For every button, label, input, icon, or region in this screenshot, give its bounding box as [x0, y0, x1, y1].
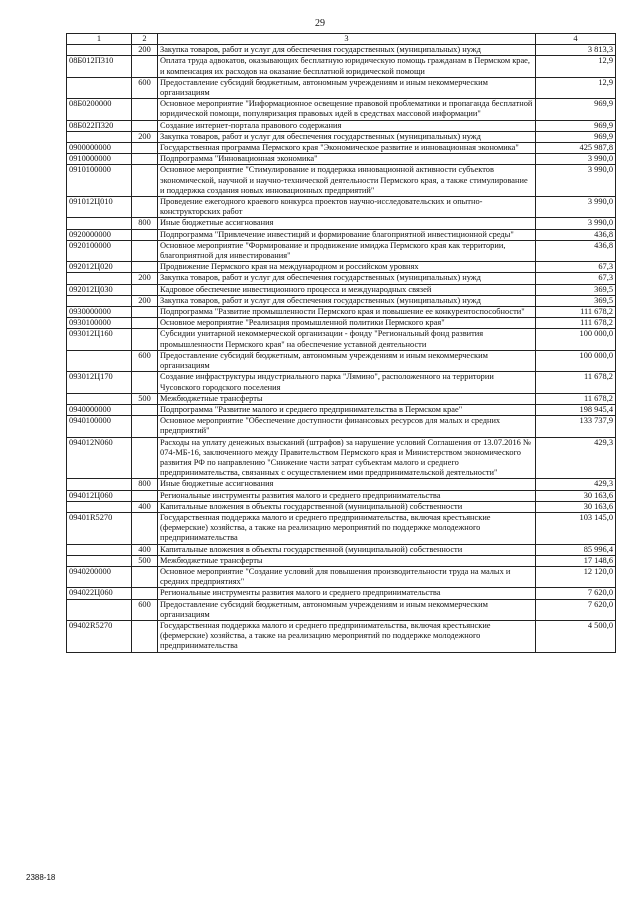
code-cell: 0940100000: [67, 416, 132, 437]
amount-cell: 100 000,0: [536, 350, 616, 371]
item-name-cell: Основное мероприятие "Создание условий для повышения производительности труда на малых и средних предприятиях": [158, 566, 536, 587]
expense-type-cell: 800: [132, 479, 158, 490]
code-cell: [67, 131, 132, 142]
expense-type-cell: [132, 318, 158, 329]
expense-type-cell: [132, 329, 158, 350]
code-cell: 0920100000: [67, 240, 132, 261]
code-cell: 0940200000: [67, 566, 132, 587]
expense-type-cell: [132, 120, 158, 131]
expense-type-cell: 600: [132, 599, 158, 620]
table-row: [67, 131, 616, 142]
amount-cell: 100 000,0: [536, 329, 616, 350]
amount-cell: 103 145,0: [536, 512, 616, 544]
item-name-cell: Подпрограмма "Развитие малого и среднего предпринимательства в Пермском крае": [158, 404, 536, 415]
code-cell: 08Б0200000: [67, 99, 132, 120]
column-header-2: 2: [132, 34, 158, 45]
code-cell: 093012Ц170: [67, 372, 132, 393]
code-cell: 094012N060: [67, 437, 132, 479]
table-row: [67, 479, 616, 490]
table-row: [67, 262, 616, 273]
amount-cell: 3 990,0: [536, 165, 616, 197]
table-row: [67, 350, 616, 371]
expense-type-cell: [132, 588, 158, 599]
expense-type-cell: [132, 620, 158, 652]
code-cell: [67, 555, 132, 566]
table-row: [67, 143, 616, 154]
item-name-cell: Закупка товаров, работ и услуг для обеспечения государственных (муниципальных) нужд: [158, 45, 536, 56]
item-name-cell: Предоставление субсидий бюджетным, автономным учреждениям и иным некоммерческим организациям: [158, 599, 536, 620]
table-row: [67, 588, 616, 599]
code-cell: [67, 45, 132, 56]
amount-cell: 969,9: [536, 120, 616, 131]
item-name-cell: Основное мероприятие "Формирование и продвижение имиджа Пермского края как территории, благоприятной для инвестирования": [158, 240, 536, 261]
code-cell: 0930100000: [67, 318, 132, 329]
code-cell: [67, 273, 132, 284]
table-row: [67, 295, 616, 306]
table-row: [67, 120, 616, 131]
expense-type-cell: 200: [132, 273, 158, 284]
amount-cell: 436,8: [536, 229, 616, 240]
amount-cell: 969,9: [536, 131, 616, 142]
table-body: [67, 45, 616, 652]
table-row: [67, 416, 616, 437]
expense-type-cell: 400: [132, 544, 158, 555]
amount-cell: 30 163,6: [536, 490, 616, 501]
amount-cell: 111 678,2: [536, 307, 616, 318]
amount-cell: 369,5: [536, 284, 616, 295]
amount-cell: 3 990,0: [536, 218, 616, 229]
table-row: [67, 56, 616, 77]
amount-cell: 30 163,6: [536, 501, 616, 512]
code-cell: 08Б012П310: [67, 56, 132, 77]
item-name-cell: Подпрограмма "Привлечение инвестиций и формирование благоприятной инвестиционной среды": [158, 229, 536, 240]
amount-cell: 67,3: [536, 273, 616, 284]
code-cell: 091012Ц010: [67, 197, 132, 218]
expense-type-cell: [132, 490, 158, 501]
expense-type-cell: 800: [132, 218, 158, 229]
amount-cell: 12,9: [536, 77, 616, 98]
table-row: [67, 99, 616, 120]
amount-cell: 3 813,3: [536, 45, 616, 56]
code-cell: [67, 218, 132, 229]
table-row: [67, 329, 616, 350]
item-name-cell: Создание инфраструктуры индустриального парка "Лямино", расположенного на территории Чусовского городского поселения: [158, 372, 536, 393]
table-row: [67, 229, 616, 240]
item-name-cell: Иные бюджетные ассигнования: [158, 479, 536, 490]
code-cell: 092012Ц020: [67, 262, 132, 273]
expense-type-cell: 400: [132, 501, 158, 512]
amount-cell: 3 990,0: [536, 197, 616, 218]
table-row: [67, 490, 616, 501]
item-name-cell: Подпрограмма "Инновационная экономика": [158, 154, 536, 165]
code-cell: 0920000000: [67, 229, 132, 240]
item-name-cell: Закупка товаров, работ и услуг для обеспечения государственных (муниципальных) нужд: [158, 295, 536, 306]
item-name-cell: Проведение ежегодного краевого конкурса проектов научно-исследовательских и опытно-конструкторских работ: [158, 197, 536, 218]
item-name-cell: Основное мероприятие "Информационное освещение правовой проблематики и пропаганда бесплатной юридической помощи, популяризация правовых идей в средствах массовой информации": [158, 99, 536, 120]
item-name-cell: Капитальные вложения в объекты государственной (муниципальной) собственности: [158, 544, 536, 555]
table-row: [67, 501, 616, 512]
amount-cell: 369,5: [536, 295, 616, 306]
item-name-cell: Субсидии унитарной некоммерческой организации - фонду "Региональный фонд развития промышленности Пермского края" на обеспечение уставной деятельности: [158, 329, 536, 350]
amount-cell: 429,3: [536, 437, 616, 479]
item-name-cell: Продвижение Пермского края на международном и российском уровнях: [158, 262, 536, 273]
expense-type-cell: 600: [132, 77, 158, 98]
code-cell: 094022Ц060: [67, 588, 132, 599]
code-cell: 092012Ц030: [67, 284, 132, 295]
table-row: [67, 544, 616, 555]
expense-type-cell: 500: [132, 393, 158, 404]
amount-cell: 7 620,0: [536, 599, 616, 620]
item-name-cell: Создание интернет-портала правового содержания: [158, 120, 536, 131]
code-cell: [67, 501, 132, 512]
expense-type-cell: [132, 404, 158, 415]
document-reference: 2388-18: [26, 873, 56, 882]
table-row: [67, 240, 616, 261]
item-name-cell: Расходы на уплату денежных взысканий (штрафов) за нарушение условий Соглашения от 13.07.2016 № 074-МБ-16, заключенного между Правительством Пермского края и Министерством экономического развития РФ по направлению "Снижение части затрат субъектам малого и среднего предпринимательства, связанных с осуществлением ими предпринимательской деятельности": [158, 437, 536, 479]
table-row: [67, 555, 616, 566]
table-row: [67, 393, 616, 404]
item-name-cell: Иные бюджетные ассигнования: [158, 218, 536, 229]
code-cell: [67, 479, 132, 490]
table-header: [67, 34, 616, 45]
item-name-cell: Закупка товаров, работ и услуг для обеспечения государственных (муниципальных) нужд: [158, 273, 536, 284]
item-name-cell: Основное мероприятие "Стимулирование и поддержка инновационной активности субъектов экономической, научной и научно-технической деятельности Пермского края, а также стимулирование и поддержка создания новых инновационных предприятий": [158, 165, 536, 197]
amount-cell: 3 990,0: [536, 154, 616, 165]
amount-cell: 7 620,0: [536, 588, 616, 599]
expense-type-cell: [132, 197, 158, 218]
amount-cell: 67,3: [536, 262, 616, 273]
amount-cell: 133 737,9: [536, 416, 616, 437]
code-cell: 08Б022П320: [67, 120, 132, 131]
item-name-cell: Государственная поддержка малого и среднего предпринимательства, включая крестьянские (фермерские) хозяйства, а также на реализацию мероприятий по поддержке молодежного предпринимательства: [158, 512, 536, 544]
expense-type-cell: 200: [132, 295, 158, 306]
expense-type-cell: [132, 154, 158, 165]
code-cell: [67, 544, 132, 555]
table-row: [67, 372, 616, 393]
item-name-cell: Региональные инструменты развития малого и среднего предпринимательства: [158, 588, 536, 599]
code-cell: 09402R5270: [67, 620, 132, 652]
table-row: [67, 437, 616, 479]
item-name-cell: Кадровое обеспечение инвестиционного процесса и международных связей: [158, 284, 536, 295]
item-name-cell: Подпрограмма "Развитие промышленности Пермского края и повышение ее конкурентоспособности": [158, 307, 536, 318]
table-row: [67, 273, 616, 284]
amount-cell: 85 996,4: [536, 544, 616, 555]
amount-cell: 12,9: [536, 56, 616, 77]
table-row: [67, 512, 616, 544]
expense-type-cell: [132, 240, 158, 261]
table-row: [67, 77, 616, 98]
code-cell: 0900000000: [67, 143, 132, 154]
expense-type-cell: [132, 372, 158, 393]
code-cell: [67, 295, 132, 306]
amount-cell: 111 678,2: [536, 318, 616, 329]
expense-type-cell: [132, 437, 158, 479]
item-name-cell: Предоставление субсидий бюджетным, автономным учреждениям и иным некоммерческим организациям: [158, 77, 536, 98]
column-header-3: 3: [158, 34, 536, 45]
column-header-4: 4: [536, 34, 616, 45]
code-cell: 093012Ц160: [67, 329, 132, 350]
table-row: [67, 599, 616, 620]
table-row: [67, 218, 616, 229]
table-row: [67, 284, 616, 295]
amount-cell: 198 945,4: [536, 404, 616, 415]
table-row: [67, 307, 616, 318]
amount-cell: 4 500,0: [536, 620, 616, 652]
expense-type-cell: 200: [132, 131, 158, 142]
table-row: [67, 620, 616, 652]
table-row: [67, 165, 616, 197]
item-name-cell: Государственная поддержка малого и среднего предпринимательства, включая крестьянские (фермерские) хозяйства, а также на реализацию мероприятий по поддержке молодежного предпринимательства: [158, 620, 536, 652]
amount-cell: 11 678,2: [536, 372, 616, 393]
code-cell: 0910000000: [67, 154, 132, 165]
expense-type-cell: 600: [132, 350, 158, 371]
item-name-cell: Государственная программа Пермского края "Экономическое развитие и инновационная экономика": [158, 143, 536, 154]
item-name-cell: Предоставление субсидий бюджетным, автономным учреждениям и иным некоммерческим организациям: [158, 350, 536, 371]
column-header-1: 1: [67, 34, 132, 45]
code-cell: [67, 350, 132, 371]
item-name-cell: Межбюджетные трансферты: [158, 393, 536, 404]
expense-type-cell: [132, 416, 158, 437]
amount-cell: 11 678,2: [536, 393, 616, 404]
item-name-cell: Основное мероприятие "Реализация промышленной политики Пермского края": [158, 318, 536, 329]
table-row: [67, 197, 616, 218]
code-cell: [67, 393, 132, 404]
expense-type-cell: [132, 56, 158, 77]
expense-type-cell: [132, 229, 158, 240]
expense-type-cell: [132, 566, 158, 587]
code-cell: 0940000000: [67, 404, 132, 415]
table-row: [67, 154, 616, 165]
expense-type-cell: [132, 262, 158, 273]
amount-cell: 425 987,8: [536, 143, 616, 154]
item-name-cell: Капитальные вложения в объекты государственной (муниципальной) собственности: [158, 501, 536, 512]
expense-type-cell: [132, 284, 158, 295]
expense-type-cell: [132, 307, 158, 318]
expense-type-cell: [132, 99, 158, 120]
item-name-cell: Региональные инструменты развития малого и среднего предпринимательства: [158, 490, 536, 501]
expense-type-cell: [132, 512, 158, 544]
code-cell: 0910100000: [67, 165, 132, 197]
amount-cell: 12 120,0: [536, 566, 616, 587]
code-cell: 0930000000: [67, 307, 132, 318]
budget-table: [66, 33, 616, 653]
item-name-cell: Основное мероприятие "Обеспечение доступности финансовых ресурсов для малых и средних предприятий": [158, 416, 536, 437]
table-row: [67, 318, 616, 329]
code-cell: 094012Ц060: [67, 490, 132, 501]
item-name-cell: Закупка товаров, работ и услуг для обеспечения государственных (муниципальных) нужд: [158, 131, 536, 142]
page-number: 29: [315, 18, 325, 29]
amount-cell: 17 148,6: [536, 555, 616, 566]
table-row: [67, 566, 616, 587]
item-name-cell: Межбюджетные трансферты: [158, 555, 536, 566]
amount-cell: 429,3: [536, 479, 616, 490]
expense-type-cell: [132, 143, 158, 154]
code-cell: [67, 599, 132, 620]
expense-type-cell: 500: [132, 555, 158, 566]
expense-type-cell: 200: [132, 45, 158, 56]
table-row: [67, 404, 616, 415]
code-cell: 09401R5270: [67, 512, 132, 544]
expense-type-cell: [132, 165, 158, 197]
amount-cell: 969,9: [536, 99, 616, 120]
code-cell: [67, 77, 132, 98]
table-row: [67, 45, 616, 56]
amount-cell: 436,8: [536, 240, 616, 261]
item-name-cell: Оплата труда адвокатов, оказывающих бесплатную юридическую помощь гражданам в Пермском крае, и компенсация их расходов на оказание бесплатной юридической помощи: [158, 56, 536, 77]
